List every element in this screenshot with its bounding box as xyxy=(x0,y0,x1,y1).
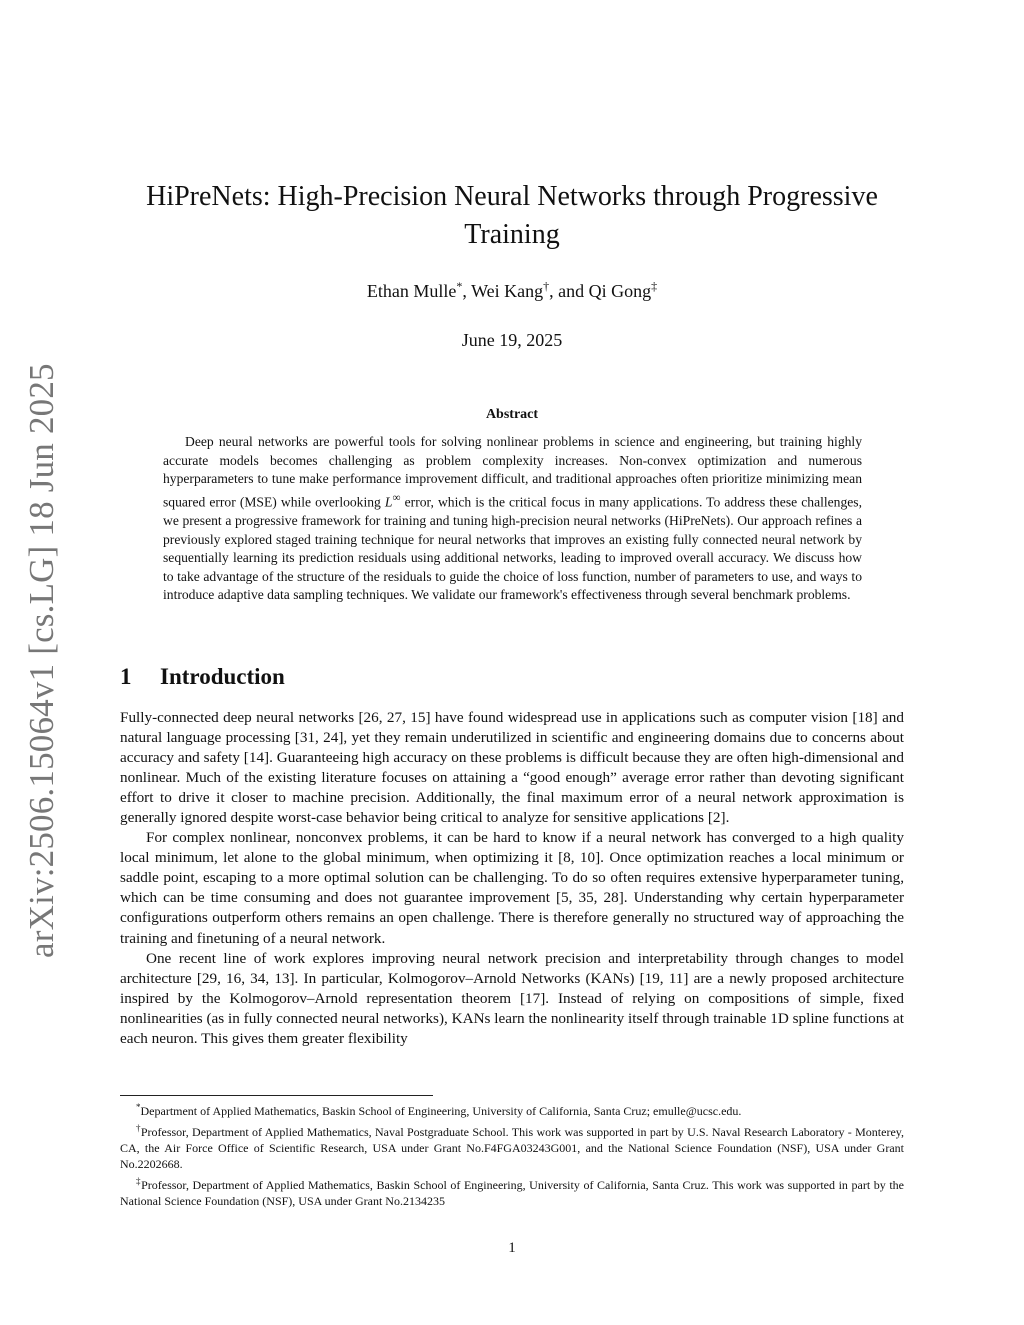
footnote-mark: † xyxy=(136,1123,141,1133)
abstract-text xyxy=(163,433,862,605)
publication-date: June 19, 2025 xyxy=(461,330,563,350)
arxiv-identifier-stamp: arXiv:2506.15064v1 [cs.LG] 18 Jun 2025 xyxy=(22,363,61,958)
norm-superscript: ∞ xyxy=(392,491,401,504)
section-number: 1 xyxy=(120,664,132,689)
author-separator: , and xyxy=(549,281,589,301)
author-name: Wei Kang xyxy=(471,281,544,301)
footnote-mark: ‡ xyxy=(136,1176,142,1186)
footnote-mark: † xyxy=(543,279,550,293)
author-name: Qi Gong xyxy=(588,281,652,301)
author-separator: , xyxy=(462,281,472,301)
footnote-mark: ‡ xyxy=(651,279,658,293)
footnote xyxy=(120,1099,904,1119)
page-number: 1 xyxy=(508,1240,516,1256)
footnote-text: Professor, Department of Applied Mathematics, Baskin School of Engineering, University of California, Santa Cruz. This work was supported in part by the National Science Foundation (NSF), USA under Grant No.2134235 xyxy=(120,1178,904,1208)
footnote-text: Professor, Department of Applied Mathematics, Naval Postgraduate School. This work was supported in part by U.S. Naval Research Laboratory - Monterey, CA, the Air Force Office of Scientific Research, USA under Grant No.F4FGA03243G001, and the National Science Foundation (NSF), USA under Grant No.2202668. xyxy=(120,1125,904,1171)
footnote-mark: * xyxy=(456,279,463,293)
footnote-divider xyxy=(120,1095,433,1096)
abstract-text-part: Deep neural networks are powerful tools for solving nonlinear problems in science and engineering, but training highly accurate models becomes challenging as problem complexity increases. Non-convex optimization and numerous hyperparameters to tune make performance improvement difficult, and traditional approaches often prioritize minimizing mean squared error (MSE) while overlooking xyxy=(163,434,862,510)
footnote xyxy=(120,1120,904,1172)
paragraph: Fully-connected deep neural networks [26, 27, 15] have found widespread use in applications such as computer vision [18] and natural language processing [31, 24], yet they remain underutilized in scientific and engineering domains due to concerns about accuracy and safety [14]. Guaranteeing high accuracy on these problems is difficult because they are often high-dimensional and nonlinear. Much of the existing literature focuses on attaining a “good enough” average error rather than devoting significant effort to drive it closer to machine precision. Additionally, the final maximum error of a neural network approximation is generally ignored despite worst-case behavior being critical to analyze for sensitive applications [2]. xyxy=(120,709,904,827)
footnotes xyxy=(120,1099,904,1210)
footnote-text: Department of Applied Mathematics, Baskin School of Engineering, University of California, Santa Cruz; emulle@ucsc.edu. xyxy=(140,1104,742,1118)
paper-title: HiPreNets: High-Precision Neural Networks through Progressive Training xyxy=(146,181,878,250)
author-list xyxy=(120,274,904,303)
norm-symbol: L xyxy=(384,494,393,510)
author-name: Ethan Mulle xyxy=(366,281,457,301)
section-heading xyxy=(120,664,285,690)
introduction-body xyxy=(120,708,904,1049)
abstract-text-part: error, which is the critical focus in many applications. To address these challenges, we present a progressive framework for training and tuning high-precision neural networks (HiPreNets). Our approach refines a previously explored staged training technique for neural networks that improves an existing fully connected neural network by sequentially learning its prediction residuals using additional networks, leading to improved overall accuracy. We discuss how to take advantage of the structure of the residuals to guide the choice of loss function, number of parameters to use, and ways to introduce adaptive data sampling techniques. We validate our framework's effectiveness through several benchmark problems. xyxy=(163,494,862,603)
abstract-heading: Abstract xyxy=(485,407,539,422)
paragraph: For complex nonlinear, nonconvex problems, it can be hard to know if a neural network has converged to a high quality local minimum, let alone to the global minimum, when optimizing it [8, 10]. Once optimization reaches a local minimum or saddle point, escaping to a more optimal solution can be challenging. To do so often requires extensive hyperparameter tuning, which can be time consuming and does not guarantee improvement [5, 35, 28]. Understanding why certain hyperparameter configurations outperform others remains an open challenge. There is therefore generally no structured way of approaching the training and finetuning of a neural network. xyxy=(120,829,904,947)
footnote xyxy=(120,1173,904,1209)
section-title: Introduction xyxy=(160,664,285,689)
footnote-mark: * xyxy=(136,1102,141,1112)
paragraph: One recent line of work explores improving neural network precision and interpretability through changes to model architecture [29, 16, 34, 13]. In particular, Kolmogorov–Arnold Networks (KANs) [19, 11] are a newly proposed architecture inspired by the Kolmogorov–Arnold representation theorem [17]. Instead of relying on compositions of simple, fixed nonlinearities (as in fully connected neural networks), KANs learn the nonlinearity itself through trainable 1D spline functions at each neuron. This gives them greater flexibility xyxy=(120,949,904,1047)
